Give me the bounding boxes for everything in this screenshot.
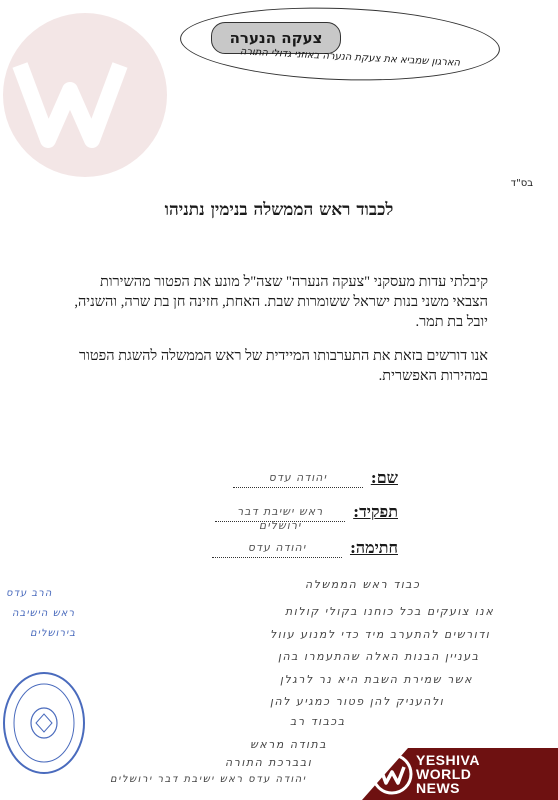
- watermark-logo-icon: [0, 10, 180, 180]
- role-value: ראש ישיבת דבר ירושלים: [215, 505, 345, 522]
- handwritten-closing: בתודה מראש: [250, 738, 328, 751]
- bsd-mark: בס"ד: [510, 178, 533, 189]
- handwritten-line: ולהעניק להן פטור כמגיע להן: [270, 695, 445, 708]
- org-tagline: הארגון שמביא את צעקת הנערה באוזני גדולי התורה: [239, 46, 461, 69]
- handwritten-closing: יהודה עדס ראש ישיבת דבר ירושלים: [110, 774, 307, 785]
- yeshiva-world-news-watermark: [362, 748, 558, 800]
- margin-note-line: ראש הישיבה: [12, 608, 75, 619]
- margin-note-line: בירושלים: [30, 628, 77, 639]
- name-label: שם:: [370, 468, 398, 487]
- handwritten-line: בכבוד רב: [290, 715, 346, 728]
- name-field: [233, 468, 398, 488]
- yww-line-1: YESHIVA: [416, 752, 480, 768]
- yww-line-3: NEWS: [416, 780, 460, 796]
- handwritten-line: אנו צועקים בכל כוחנו בקולי קולות: [285, 605, 495, 618]
- yww-line-2: WORLD: [416, 766, 472, 782]
- signature-value: יהודה עדס: [212, 541, 342, 558]
- margin-note-line: הרב עדס: [6, 588, 53, 599]
- handwritten-line: ודורשים להתערב מיד כדי למנוע עוול: [270, 628, 491, 641]
- signature-field: [212, 538, 398, 558]
- yww-logo-icon: [370, 752, 414, 796]
- handwritten-line: כבוד ראש הממשלה: [305, 578, 421, 591]
- signature-label: חתימה:: [349, 538, 398, 557]
- org-name: צעקה הנערה: [229, 29, 323, 47]
- name-value: יהודה עדס: [233, 471, 363, 488]
- role-field: [215, 502, 398, 532]
- body-paragraph-1: קיבלתי עדות מעסקני "צעקה הנערה" שצה"ל מונע את הפטור מהשירות הצבאי משני בנות ישראל ששומרות שבת. האחת, חזינה חן בת שרה, והשניה, יובל בת תמר.: [74, 274, 488, 330]
- yww-wordmark: [416, 753, 480, 795]
- body-paragraph-2: אנו דורשים בזאת את התערבותו המיידית של ראש הממשלה להשגת הפטור במהירות האפשרית.: [79, 348, 488, 384]
- handwritten-line: בעניין הבנות האלה שהתעמרו בהן: [278, 650, 480, 663]
- letter-heading: לכבוד ראש הממשלה בנימין נתניהו: [164, 200, 394, 220]
- role-label: תפקיד:: [353, 502, 398, 521]
- stamp-seal-icon: [0, 668, 88, 778]
- handwritten-closing: ובברכת התורה: [225, 756, 313, 769]
- handwritten-line: אשר שמירת השבת היא נר לרגלן: [280, 673, 473, 686]
